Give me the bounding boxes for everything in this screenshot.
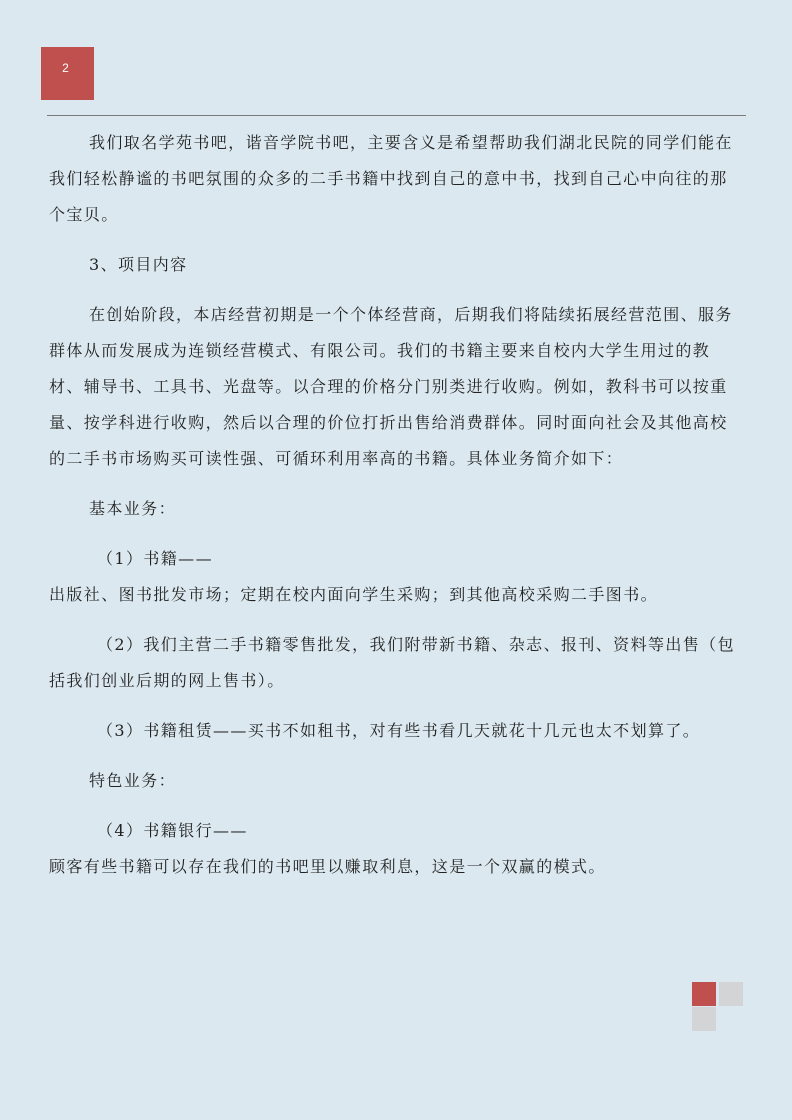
page-number: 2 xyxy=(62,60,69,75)
header-divider xyxy=(47,115,746,116)
corner-decoration-gray-square xyxy=(719,982,743,1006)
item-2: （2）我们主营二手书籍零售批发，我们附带新书籍、杂志、报刊、资料等出售（包括我们创业后期的网上售书）。 xyxy=(49,635,735,690)
document-body xyxy=(49,125,743,885)
paragraph-intro: 我们取名学苑书吧，谐音学院书吧，主要含义是希望帮助我们湖北民院的同学们能在我们轻松静谧的书吧氛围的众多的二手书籍中找到自己的意中书，找到自己心中向往的那个宝贝。 xyxy=(49,133,733,224)
corner-decoration-red-square xyxy=(692,982,716,1006)
section-heading-project-content: 3、项目内容 xyxy=(89,255,188,274)
paragraph-project-content: 在创始阶段，本店经营初期是一个个体经营商，后期我们将陆续拓展经营范围、服务群体从而发展成为连锁经营模式、有限公司。我们的书籍主要来自校内大学生用过的教材、辅导书、工具书、光盘等。以合理的价格分门别类进行收购。例如，教科书可以按重量、按学科进行收购，然后以合理的价位打折出售给消费群体。同时面向社会及其他高校的二手书市场购买可读性强、可循环利用率高的书籍。具体业务简介如下： xyxy=(49,305,733,468)
label-basic-business: 基本业务： xyxy=(89,499,177,518)
item-4-heading: （4）书籍银行—— xyxy=(97,821,248,840)
corner-decoration-gray-square xyxy=(692,1007,716,1031)
item-1-heading: （1）书籍—— xyxy=(97,549,213,568)
page-number-badge xyxy=(41,47,94,100)
label-special-business: 特色业务： xyxy=(89,771,177,790)
item-3: （3）书籍租赁——买书不如租书，对有些书看几天就花十几元也太不划算了。 xyxy=(97,721,701,740)
item-1-body: 出版社、图书批发市场；定期在校内面向学生采购；到其他高校采购二手图书。 xyxy=(49,585,659,604)
item-4-body: 顾客有些书籍可以存在我们的书吧里以赚取利息，这是一个双赢的模式。 xyxy=(49,857,606,876)
